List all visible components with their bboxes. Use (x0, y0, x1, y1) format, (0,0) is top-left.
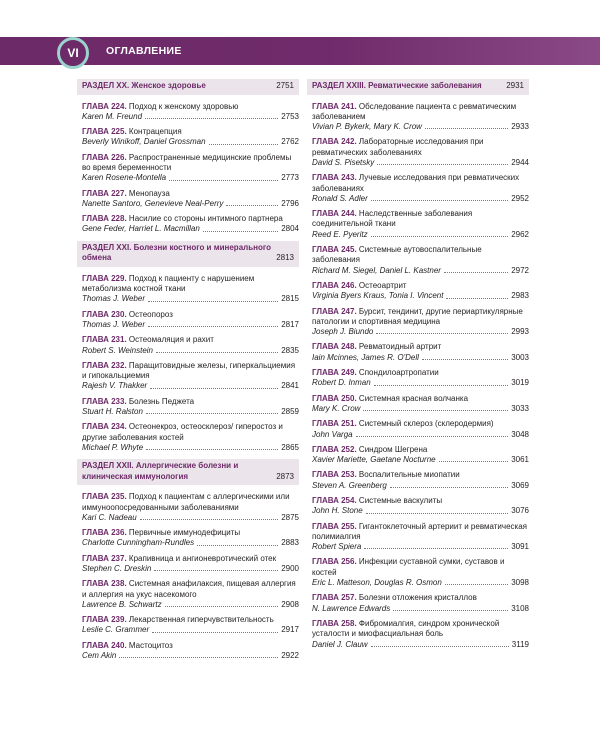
authors-line (312, 640, 529, 650)
dot-leader (363, 410, 508, 411)
dot-leader (145, 118, 278, 119)
section-heading[interactable] (77, 459, 299, 485)
chapter-page-number: 2983 (511, 291, 529, 301)
chapter-label: ГЛАВА 227. (82, 188, 127, 198)
chapter-title: Лекарственная гиперчувствительность (128, 615, 274, 625)
chapter-title-line (82, 579, 299, 600)
chapter-title-line (312, 619, 529, 640)
chapter-authors: Stephen C. Dreskin (82, 564, 152, 573)
chapter-title: Подход к пациенту с нарушением метаболизма костной ткани (82, 273, 255, 294)
chapter-title-line (82, 127, 299, 137)
authors-line (82, 320, 299, 330)
chapter-label: ГЛАВА 256. (312, 557, 357, 567)
chapter-title: Подход к женскому здоровью (128, 101, 239, 111)
chapter-authors: Daniel J. Clauw (312, 639, 368, 649)
chapter-label: ГЛАВА 239. (82, 615, 127, 625)
chapter-label: ГЛАВА 225. (82, 127, 127, 137)
chapter-page-number: 2944 (511, 157, 529, 167)
chapter-label: ГЛАВА 233. (82, 396, 127, 406)
chapter-label: ГЛАВА 230. (82, 309, 127, 319)
chapter-page-number: 2753 (281, 111, 299, 121)
authors-line (82, 294, 299, 304)
chapter-title-line (82, 361, 299, 382)
chapter-title-line (82, 422, 299, 443)
authors-line (312, 604, 529, 614)
authors-line (312, 455, 529, 465)
chapter-title: Системная анафилаксия, пищевая аллергия и аллергия на укус насекомого (82, 579, 296, 599)
chapter-authors: Richard M. Siegel, Daniel L. Kastner (312, 265, 441, 275)
chapter-title: Первичные иммунодефициты (128, 528, 241, 538)
chapter-label: ГЛАВА 234. (82, 422, 127, 432)
chapter-page-number: 2993 (511, 327, 529, 337)
authors-line (82, 137, 299, 147)
chapter-title-line (312, 496, 529, 506)
chapter-title: Остеонекроз, остеосклероз/ гиперостоз и другие заболевания костей (82, 422, 283, 442)
dot-leader (146, 413, 278, 414)
toc-entry[interactable] (77, 615, 299, 636)
authors-line (312, 430, 529, 440)
toc-entry[interactable] (307, 419, 529, 440)
chapter-page-number: 2835 (281, 345, 299, 355)
chapter-title: Синдром Шегрена (358, 444, 428, 454)
chapter-label: ГЛАВА 245. (312, 245, 357, 255)
chapter-title-line (312, 137, 529, 158)
toc-entry[interactable] (77, 397, 299, 418)
chapter-label: ГЛАВА 248. (312, 342, 357, 352)
chapter-title-line (82, 214, 299, 224)
chapter-title-line (82, 335, 299, 345)
chapter-label: ГЛАВА 235. (82, 492, 127, 502)
chapter-label: ГЛАВА 255. (312, 521, 357, 531)
chapter-title: Крапивница и ангионевротический отек (128, 553, 277, 563)
authors-line (82, 224, 299, 234)
dot-leader (371, 200, 508, 201)
chapter-authors: Stuart H. Ralston (82, 407, 143, 417)
chapter-label: ГЛАВА 257. (312, 593, 357, 603)
chapter-page-number: 2875 (281, 512, 299, 522)
chapter-title: Лучевые исследования при ревматических заболеваниях (312, 173, 520, 193)
dot-leader (425, 128, 508, 129)
authors-line (312, 122, 529, 132)
chapter-title-line (312, 368, 529, 378)
section-page-number: 2751 (276, 81, 294, 90)
chapter-title: Воспалительные миопатии (358, 470, 460, 480)
chapter-title: Фибромиалгия, синдром хронической усталости и миофасциальная боль (312, 618, 500, 639)
chapter-title-line (312, 173, 529, 194)
chapter-title-line (82, 492, 299, 513)
chapter-title: Болезни отложения кристаллов (358, 593, 477, 603)
authors-line (82, 600, 299, 610)
authors-line (312, 230, 529, 240)
dot-leader (148, 326, 278, 327)
chapter-page-number: 3091 (511, 542, 529, 552)
chapter-authors: Thomas J. Weber (82, 294, 145, 304)
section-heading[interactable] (77, 79, 299, 95)
chapter-title-line (82, 397, 299, 407)
chapter-title-line (312, 245, 529, 266)
chapter-page-number: 2900 (281, 564, 299, 573)
chapter-authors: Robert Spiera (312, 542, 362, 552)
chapter-authors: Nanette Santoro, Genevieve Neal-Perry (82, 198, 224, 208)
chapter-title-line (312, 102, 529, 123)
chapter-label: ГЛАВА 243. (312, 173, 357, 183)
chapter-page-number: 3061 (511, 455, 529, 465)
authors-line (82, 346, 299, 356)
dot-leader (439, 461, 509, 462)
toc-entry[interactable] (307, 522, 529, 553)
dot-leader (203, 231, 278, 232)
chapter-title-line (312, 394, 529, 404)
dot-leader (422, 359, 508, 360)
dot-leader (445, 584, 508, 585)
chapter-authors: Leslie C. Grammer (82, 625, 150, 635)
chapter-authors: Joseph J. Biundo (312, 327, 374, 337)
dot-leader (165, 606, 279, 607)
chapter-title: Системный склероз (склеродермия) (358, 419, 494, 429)
chapter-title-line (82, 153, 299, 174)
toc-entry[interactable] (307, 496, 529, 517)
header-bar (0, 37, 600, 65)
chapter-page-number: 2933 (511, 122, 529, 132)
chapter-label: ГЛАВА 229. (82, 273, 127, 283)
chapter-label: ГЛАВА 253. (312, 470, 357, 480)
dot-leader (119, 657, 278, 658)
authors-line (82, 513, 299, 523)
chapter-authors: Lawrence B. Schwartz (82, 599, 162, 609)
dot-leader (169, 180, 278, 181)
authors-line (312, 327, 529, 337)
chapter-label: ГЛАВА 251. (312, 419, 357, 429)
chapter-page-number: 2815 (281, 294, 299, 304)
dot-leader (371, 236, 509, 237)
dot-leader (364, 548, 508, 549)
toc-entry[interactable] (77, 361, 299, 392)
chapter-authors: Cem Akin (82, 651, 117, 661)
chapter-authors: Karen Rosene-Montella (82, 173, 167, 183)
dot-leader (152, 632, 278, 633)
chapter-authors: Karen M. Freund (82, 111, 143, 121)
chapter-title: Менопауза (128, 188, 170, 198)
toc-entry[interactable] (77, 102, 299, 123)
chapter-title: Остеомаляция и рахит (128, 335, 214, 345)
dot-leader (154, 570, 278, 571)
chapter-page-number: 2817 (281, 319, 299, 329)
authors-line (82, 407, 299, 417)
toc-entry[interactable] (307, 394, 529, 415)
chapter-page-number: 2773 (281, 173, 299, 183)
chapter-page-number: 3098 (511, 578, 529, 588)
section-title: РАЗДЕЛ XXIII. Ревматические заболевания (312, 81, 482, 90)
chapter-page-number: 2762 (281, 137, 299, 147)
chapter-title-line (312, 445, 529, 455)
chapter-title-line (82, 189, 299, 199)
dot-leader (226, 205, 278, 206)
chapter-title-line (312, 342, 529, 352)
chapter-label: ГЛАВА 252. (312, 444, 357, 454)
dot-leader (446, 298, 508, 299)
chapter-authors: Michael P. Whyte (82, 442, 144, 452)
toc-entry[interactable] (77, 335, 299, 356)
chapter-authors: Robert D. Inman (312, 378, 371, 388)
chapter-page-number: 3119 (511, 639, 529, 649)
toc-column-left (77, 79, 299, 666)
chapter-title: Системные аутовоспалительные заболевания (312, 245, 482, 265)
page-number-badge: VI (57, 37, 89, 69)
toc-entry[interactable] (77, 641, 299, 662)
chapter-title-line (312, 557, 529, 578)
dot-leader (376, 333, 508, 334)
chapter-page-number: 3108 (511, 603, 529, 613)
authors-line (82, 443, 299, 453)
toc-entry[interactable] (77, 189, 299, 210)
dot-leader (150, 388, 278, 389)
dot-leader (366, 513, 509, 514)
chapter-label: ГЛАВА 242. (312, 137, 357, 147)
dot-leader (444, 272, 508, 273)
toc-entry[interactable] (307, 307, 529, 338)
section-heading[interactable] (77, 241, 299, 267)
chapter-authors: John Varga (312, 429, 353, 439)
section-page-number: 2931 (506, 81, 524, 90)
authors-line (312, 266, 529, 276)
chapter-label: ГЛАВА 241. (312, 101, 357, 111)
authors-line (312, 158, 529, 168)
chapter-authors: Gene Feder, Harriet L. Macmillan (82, 224, 200, 234)
toc-entry[interactable] (307, 245, 529, 276)
dot-leader (356, 436, 509, 437)
chapter-title: Наследственные заболевания соединительной ткани (312, 209, 473, 229)
chapter-label: ГЛАВА 258. (312, 618, 357, 628)
chapter-authors: Iain Mcinnes, James R. O'Dell (312, 352, 419, 362)
chapter-page-number: 2841 (281, 381, 299, 391)
chapter-title-line (82, 310, 299, 320)
toc-entry[interactable] (77, 310, 299, 331)
dot-leader (390, 487, 508, 488)
chapter-page-number: 2859 (281, 407, 299, 417)
dot-leader (209, 144, 279, 145)
toc-entry[interactable] (77, 274, 299, 305)
chapter-label: ГЛАВА 249. (312, 368, 357, 378)
chapter-label: ГЛАВА 224. (82, 101, 127, 111)
chapter-page-number: 2972 (511, 265, 529, 275)
chapter-title: Паращитовидные железы, гиперкальциемия и гипокальциемия (82, 360, 296, 381)
dot-leader (140, 519, 279, 520)
authors-line (312, 542, 529, 552)
toc-entry[interactable] (77, 422, 299, 453)
chapter-authors: Virginia Byers Kraus, Tonia I. Vincent (312, 291, 444, 301)
chapter-title-line (312, 470, 529, 480)
chapter-page-number: 2962 (511, 229, 529, 239)
authors-line (82, 173, 299, 183)
section-title: РАЗДЕЛ XXII. Аллергические болезни и клиническая иммунология (82, 461, 239, 481)
chapter-page-number: 3069 (511, 480, 529, 490)
authors-line (312, 353, 529, 363)
chapter-title-line (82, 274, 299, 295)
chapter-page-number: 2952 (511, 193, 529, 203)
authors-line (82, 112, 299, 122)
chapter-authors: Beverly Winikoff, Daniel Grossman (82, 137, 206, 147)
chapter-label: ГЛАВА 240. (82, 640, 127, 650)
toc-column-right (307, 79, 529, 655)
chapter-label: ГЛАВА 231. (82, 335, 127, 345)
chapter-authors: Vivian P. Bykerk, Mary K. Crow (312, 122, 422, 132)
chapter-title-line (82, 615, 299, 625)
chapter-title-line (82, 102, 299, 112)
dot-leader (393, 610, 508, 611)
dot-leader (377, 164, 508, 165)
toc-entry[interactable] (307, 619, 529, 650)
chapter-title-line (312, 281, 529, 291)
chapter-title: Распространенные медицинские проблемы во время беременности (82, 152, 292, 172)
section-page-number: 2813 (276, 253, 294, 263)
chapter-title-line (312, 522, 529, 543)
chapter-title: Остеоартрит (358, 280, 407, 290)
chapter-label: ГЛАВА 250. (312, 393, 357, 403)
section-title: РАЗДЕЛ XXI. Болезни костного и минерального обмена (82, 242, 271, 263)
chapter-page-number: 2908 (281, 599, 299, 609)
chapter-page-number: 3019 (511, 378, 529, 388)
chapter-title-line (82, 641, 299, 651)
chapter-title: Контрацепция (128, 127, 182, 137)
toc-entry[interactable] (307, 137, 529, 168)
toc-entry[interactable] (77, 554, 299, 575)
chapter-title: Бурсит, тендинит, другие периартикулярные патологии и спортивная медицина (312, 306, 523, 326)
dot-leader (146, 449, 278, 450)
chapter-page-number: 2796 (281, 198, 299, 208)
chapter-page-number: 3076 (511, 506, 529, 516)
chapter-page-number: 2883 (281, 538, 299, 548)
toc-entry[interactable] (307, 445, 529, 466)
chapter-authors: Rajesh V. Thakker (82, 381, 148, 391)
toc-entry[interactable] (77, 214, 299, 235)
chapter-authors: John H. Stone (312, 506, 363, 516)
toc-entry[interactable] (77, 492, 299, 523)
authors-line (312, 378, 529, 388)
chapter-title-line (82, 554, 299, 564)
chapter-title: Остеопороз (128, 309, 173, 319)
dot-leader (374, 385, 509, 386)
chapter-title: Лабораторные исследования при ревматических заболеваниях (312, 137, 484, 157)
chapter-label: ГЛАВА 246. (312, 280, 357, 290)
toc-entry[interactable] (307, 470, 529, 491)
authors-line (82, 625, 299, 635)
chapter-authors: David S. Pisetsky (312, 157, 375, 167)
authors-line (312, 194, 529, 204)
chapter-authors: Robert S. Weinstein (82, 345, 153, 355)
chapter-title: Инфекции суставной сумки, суставов и костей (312, 557, 505, 577)
section-heading[interactable] (307, 79, 529, 95)
chapter-page-number: 2865 (281, 442, 299, 452)
authors-line (312, 506, 529, 516)
chapter-label: ГЛАВА 226. (82, 152, 127, 162)
chapter-label: ГЛАВА 238. (82, 579, 127, 589)
toc-entry[interactable] (307, 209, 529, 240)
section-title: РАЗДЕЛ XX. Женское здоровье (82, 81, 206, 90)
dot-leader (371, 646, 509, 647)
dot-leader (197, 545, 278, 546)
authors-line (82, 381, 299, 391)
toc-entry[interactable] (307, 281, 529, 302)
chapter-title: Подход к пациентам с аллергическими или иммуноопосредованными заболеваниями (82, 492, 290, 512)
chapter-title: Мастоцитоз (128, 640, 173, 650)
toc-entry[interactable] (307, 368, 529, 389)
chapter-title: Системная красная волчанка (358, 393, 469, 403)
authors-line (312, 404, 529, 414)
chapter-page-number: 2922 (281, 651, 299, 661)
chapter-title: Спондилоартропатии (358, 368, 439, 378)
chapter-label: ГЛАВА 236. (82, 528, 127, 538)
toc-entry[interactable] (307, 342, 529, 363)
chapter-title: Системные васкулиты (358, 496, 443, 505)
chapter-title: Гигантоклеточный артериит и ревматическая полимиалгия (312, 521, 527, 541)
page-title: ОГЛАВЛЕНИЕ (106, 45, 182, 57)
chapter-authors: Reed E. Pyeritz (312, 229, 368, 239)
chapter-page-number: 2804 (281, 224, 299, 234)
chapter-title-line (312, 307, 529, 328)
toc-entry[interactable] (307, 593, 529, 614)
chapter-title-line (312, 209, 529, 230)
chapter-page-number: 2917 (281, 625, 299, 635)
chapter-title: Ревматоидный артрит (358, 342, 442, 352)
authors-line (312, 481, 529, 491)
chapter-title-line (82, 528, 299, 538)
chapter-title-line (312, 593, 529, 603)
chapter-label: ГЛАВА 232. (82, 360, 127, 370)
authors-line (82, 199, 299, 209)
toc-entry[interactable] (307, 173, 529, 204)
chapter-title: Насилие со стороны интимного партнера (128, 214, 283, 224)
chapter-authors: Eric L. Matteson, Douglas R. Osmon (312, 578, 442, 588)
chapter-authors: Thomas J. Weber (82, 319, 145, 329)
chapter-label: ГЛАВА 247. (312, 306, 357, 316)
chapter-label: ГЛАВА 244. (312, 209, 357, 219)
chapter-title: Болезнь Педжета (128, 396, 195, 406)
section-page-number: 2873 (276, 471, 294, 481)
chapter-label: ГЛАВА 237. (82, 553, 127, 563)
toc-entry[interactable] (307, 102, 529, 133)
chapter-authors: Steven A. Greenberg (312, 480, 387, 490)
dot-leader (148, 301, 278, 302)
chapter-authors: Mary K. Crow (312, 403, 361, 413)
chapter-label: ГЛАВА 228. (82, 214, 127, 224)
dot-leader (156, 352, 278, 353)
toc-entry[interactable] (307, 557, 529, 588)
chapter-page-number: 3003 (511, 352, 529, 362)
toc-entry[interactable] (77, 153, 299, 184)
chapter-page-number: 3033 (511, 403, 529, 413)
toc-entry[interactable] (77, 528, 299, 549)
authors-line (312, 291, 529, 301)
chapter-authors: Kari C. Nadeau (82, 512, 137, 522)
chapter-label: ГЛАВА 254. (312, 496, 357, 505)
chapter-authors: N. Lawrence Edwards (312, 603, 391, 613)
authors-line (82, 538, 299, 548)
chapter-authors: Xavier Mariette, Gaetane Nocturne (312, 455, 436, 465)
toc-entry[interactable] (77, 127, 299, 148)
chapter-title-line (312, 419, 529, 429)
authors-line (82, 651, 299, 661)
chapter-page-number: 3048 (511, 429, 529, 439)
toc-entry[interactable] (77, 579, 299, 610)
authors-line (312, 578, 529, 588)
chapter-title: Обследование пациента с ревматическим заболеванием (312, 101, 517, 121)
chapter-authors: Charlotte Cunningham-Rundles (82, 538, 195, 548)
authors-line (82, 564, 299, 574)
chapter-authors: Ronald S. Adler (312, 193, 368, 203)
